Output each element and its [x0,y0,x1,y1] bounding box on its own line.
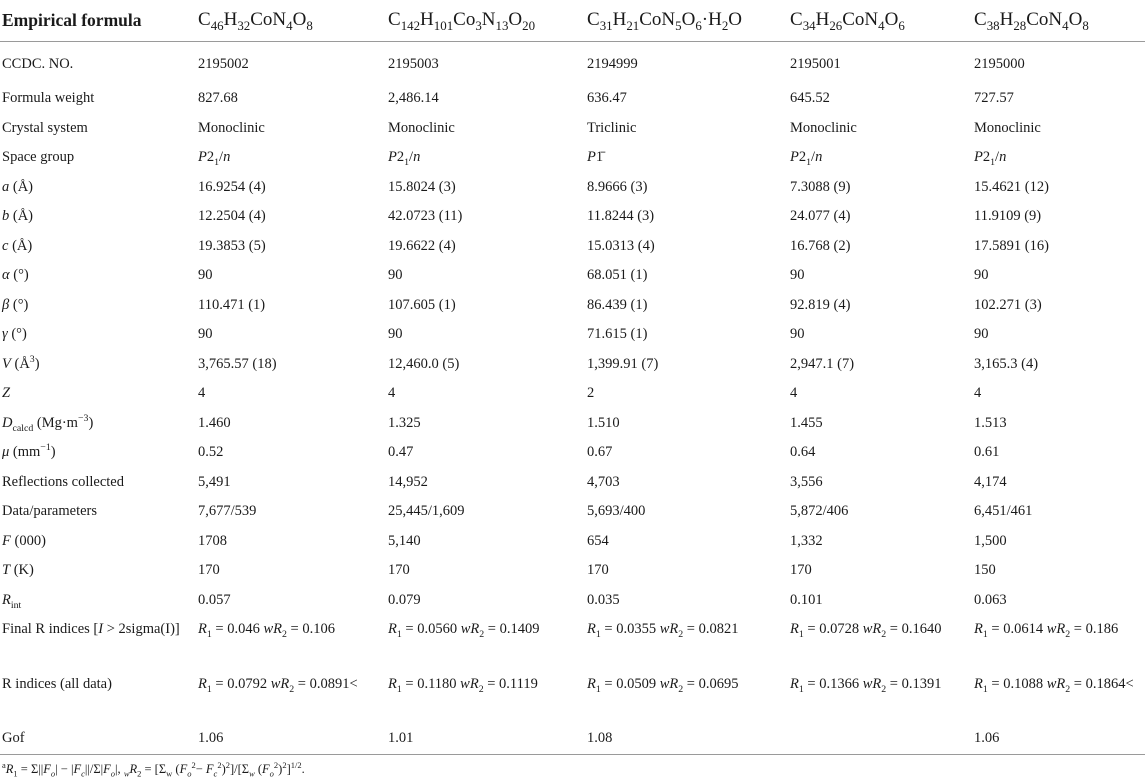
table-cell: 0.52 [198,444,224,460]
table-cell: 24.077 (4) [790,208,851,224]
table-cell: 2195003 [388,55,439,72]
row-label: T (K) [2,562,34,578]
row-label: Gof [0,722,196,755]
table-cell: 1,399.91 (7) [587,355,659,372]
table-cell: 11.8244 (3) [587,208,655,224]
table-cell: 150 [974,562,996,578]
table-row [0,348,1145,378]
table-cell: 19.3853 (5) [198,237,266,254]
table-cell: 90 [388,326,403,342]
table-cell: 727.57 [974,90,1014,106]
table-cell: 5,491 [198,473,231,490]
table-cell: 12.2504 (4) [198,208,266,224]
table-cell: 170 [198,562,220,578]
table-cell: 110.471 (1) [198,296,266,313]
table-cell: Monoclinic [790,119,857,136]
table-cell: 5,140 [388,532,421,549]
row-label: Data/parameters [2,503,98,519]
table-cell: 14,952 [388,473,428,490]
table-cell: $P2_1/n$ [790,149,823,168]
table-row [0,171,1145,201]
table-cell [788,722,972,755]
table-cell: 0.101 [790,591,823,608]
table-cell: 0.063 [974,591,1007,608]
row-label: c (Å) [2,237,33,254]
row-label: Final R indices [I > 2sigma(I)] [2,621,180,637]
table-cell: 1,332 [790,532,823,549]
table-cell: 107.605 (1) [388,296,456,313]
table-cell: 2195002 [198,55,249,72]
table-cell: 90 [198,326,213,342]
row-label: γ (°) [2,326,27,342]
table-cell: 645.52 [790,90,830,106]
row-label: μ $(mm^{-1})$ [2,442,56,460]
table-cell: $R_1 = 0.0614$ $wR_2 = 0.186$ [974,621,1119,640]
table-cell: 170 [388,562,410,578]
table-cell: 3,556 [790,473,823,490]
table-cell: $R_1 = 0.0509$ $wR_2 = 0.0695$ [587,676,739,695]
table-cell: 1,500 [974,532,1007,549]
table-cell: 1.01 [386,722,585,755]
row-label: Crystal system [2,119,88,136]
formula-3: $C_{31}H_{21}CoN_5O_6\cdot H_2O$ [585,0,788,41]
table-cell: 1708 [198,532,227,549]
table-cell: $R_1 = 0.0728$ $wR_2 = 0.1640$ [790,621,942,640]
table-cell: 92.819 (4) [790,296,851,313]
table-cell: 0.47 [388,444,414,460]
table-cell: 7,677/539 [198,503,257,519]
table-cell: 86.439 (1) [587,296,648,313]
table-cell: 17.5891 (16) [974,237,1049,254]
table-cell: 1.460 [198,414,231,431]
table-cell: $R_1 = 0.046$ $wR_2 = 0.106$ [198,621,335,640]
table-cell: Monoclinic [974,119,1041,136]
table-cell: Monoclinic [198,119,265,136]
table-cell: 0.079 [388,591,421,608]
table-cell: $P2_1/n$ [974,149,1007,168]
table-cell: $R_1 = 0.1088$ $wR_2 = 0.1864<$ [974,676,1134,695]
table-row [0,495,1145,525]
table-cell: 16.9254 (4) [198,178,266,195]
table-cell: 1.513 [974,414,1007,431]
table-cell: 11.9109 (9) [974,208,1042,224]
table-row [0,41,1145,82]
table-cell: 90 [974,267,989,283]
table-cell: 5,872/406 [790,503,849,519]
table-cell: 2195001 [790,55,841,72]
row-label: Reflections collected [2,473,124,490]
table-row [0,289,1145,319]
table-cell: 8.9666 (3) [587,178,648,195]
table-cell: 71.615 (1) [587,326,648,342]
row-label: α (°) [2,267,29,283]
table-row [0,82,1145,112]
table-row [0,318,1145,348]
row-label: a (Å) [2,178,34,195]
table-cell: 1.06 [972,722,1145,755]
table-cell: 2 [587,385,595,401]
table-cell: P1̄ [587,149,604,165]
table-cell: 654 [587,532,609,549]
table-row [0,200,1145,230]
row-label: R indices (all data) [2,676,112,692]
row-label: Space group [2,149,75,165]
table-body [0,41,1145,755]
table-cell: $P2_1/n$ [198,149,231,168]
table-cell: 2194999 [587,55,638,72]
table-cell: 1.325 [388,414,421,431]
row-label: F (000) [2,532,46,549]
table-cell: 15.4621 (12) [974,178,1049,195]
row-label: Formula weight [2,90,95,106]
table-cell: 4 [388,385,396,401]
table-cell: 42.0723 (11) [388,208,463,224]
table-cell: 90 [790,326,805,342]
table-row [0,525,1145,555]
table-cell: 3,765.57 (18) [198,355,277,372]
row-label: β (°) [2,296,29,313]
table-row [0,668,1145,722]
table-footnote: $^aR_1 = \Sigma||F_o| - |F_c||/\Sigma|F_o|$, $_wR_2 = [\Sigma_w$ $(F_o^2- F_c^2)^2]/[\Sigma_w$ $(F_o^2)^2]^{1/2}$. [2,759,305,779]
table-cell: 0.035 [587,591,620,608]
row-label: b (Å) [2,208,34,224]
table-cell: 170 [790,562,812,578]
table-cell: 12,460.0 (5) [388,355,460,372]
table-cell: 25,445/1,609 [388,503,465,519]
table-cell: 1.455 [790,414,823,431]
table-row [0,407,1145,437]
table-row [0,466,1145,496]
table-cell: 4 [790,385,798,401]
table-row [0,436,1145,466]
table-cell: $P2_1/n$ [388,149,421,168]
row-label: Z [2,385,11,401]
table-cell: 6,451/461 [974,503,1033,519]
table-cell: 5,693/400 [587,503,646,519]
table-cell: Monoclinic [388,119,455,136]
table-cell: 170 [587,562,609,578]
row-label: $R_{int}$ [2,591,22,611]
table-cell: 4 [974,385,982,401]
table-cell: $R_1 = 0.0792$ $wR_2 = 0.0891<$ [198,676,358,695]
row-label: CCDC. NO. [2,55,74,72]
table-cell: 90 [974,326,989,342]
table-cell: $R_1 = 0.1366$ $wR_2 = 0.1391$ [790,676,942,695]
table-cell: 102.271 (3) [974,296,1042,313]
header-row [0,0,1145,41]
header-label: Empirical formula [0,0,196,41]
table-row [0,112,1145,142]
table-cell: 1.06 [196,722,386,755]
table-cell: $R_1 = 0.0560$ $wR_2 = 0.1409$ [388,621,540,640]
row-label: V $(Å^3)$ [2,353,40,372]
table-cell: 1.510 [587,414,620,431]
table-cell: $R_1 = 0.1180$ $wR_2 = 0.1119$ [388,676,538,695]
table-cell: 90 [790,267,805,283]
table-cell: 19.6622 (4) [388,237,456,254]
table-cell: 16.768 (2) [790,237,851,254]
table-cell: 0.61 [974,444,1000,460]
table-cell: 636.47 [587,90,627,106]
table-cell: 90 [388,267,403,283]
table-cell: 2,947.1 (7) [790,355,855,372]
table-cell: 4,703 [587,473,620,490]
table-row [0,259,1145,289]
table-cell: Triclinic [587,119,637,136]
table-cell: 7.3088 (9) [790,178,851,195]
formula-4: $C_{34}H_{26}CoN_4O_6$ [788,0,972,41]
table-row [0,584,1145,614]
table-cell: 90 [198,267,213,283]
table-cell: 1.08 [585,722,788,755]
table-cell: 4,174 [974,473,1007,490]
table-row [0,613,1145,668]
formula-1: $C_{46}H_{32}CoN_4O_8$ [196,0,386,41]
table-cell: 15.8024 (3) [388,178,456,195]
table-cell: 4 [198,385,206,401]
table-cell: 2195000 [974,55,1025,72]
table-cell: $R_1 = 0.0355$ $wR_2 = 0.0821$ [587,621,739,640]
table-row [0,554,1145,584]
table-cell: 0.057 [198,591,231,608]
table-row [0,722,1145,755]
table-row [0,230,1145,260]
table-cell: 3,165.3 (4) [974,355,1039,372]
table-cell: 15.0313 (4) [587,237,655,254]
table-cell: 2,486.14 [388,90,439,106]
formula-2: $C_{142}H_{101}Co_3N_{13}O_{20}$ [386,0,585,41]
table-row [0,141,1145,171]
table-cell: 68.051 (1) [587,267,648,283]
table-cell: 827.68 [198,90,238,106]
row-label: $D_{calcd}$ $(Mg\cdot m^{-3})$ [2,412,94,434]
table-cell: 0.67 [587,444,613,460]
table-cell: 0.64 [790,444,816,460]
table-row [0,377,1145,407]
formula-5: $C_{38}H_{28}CoN_4O_8$ [972,0,1145,41]
